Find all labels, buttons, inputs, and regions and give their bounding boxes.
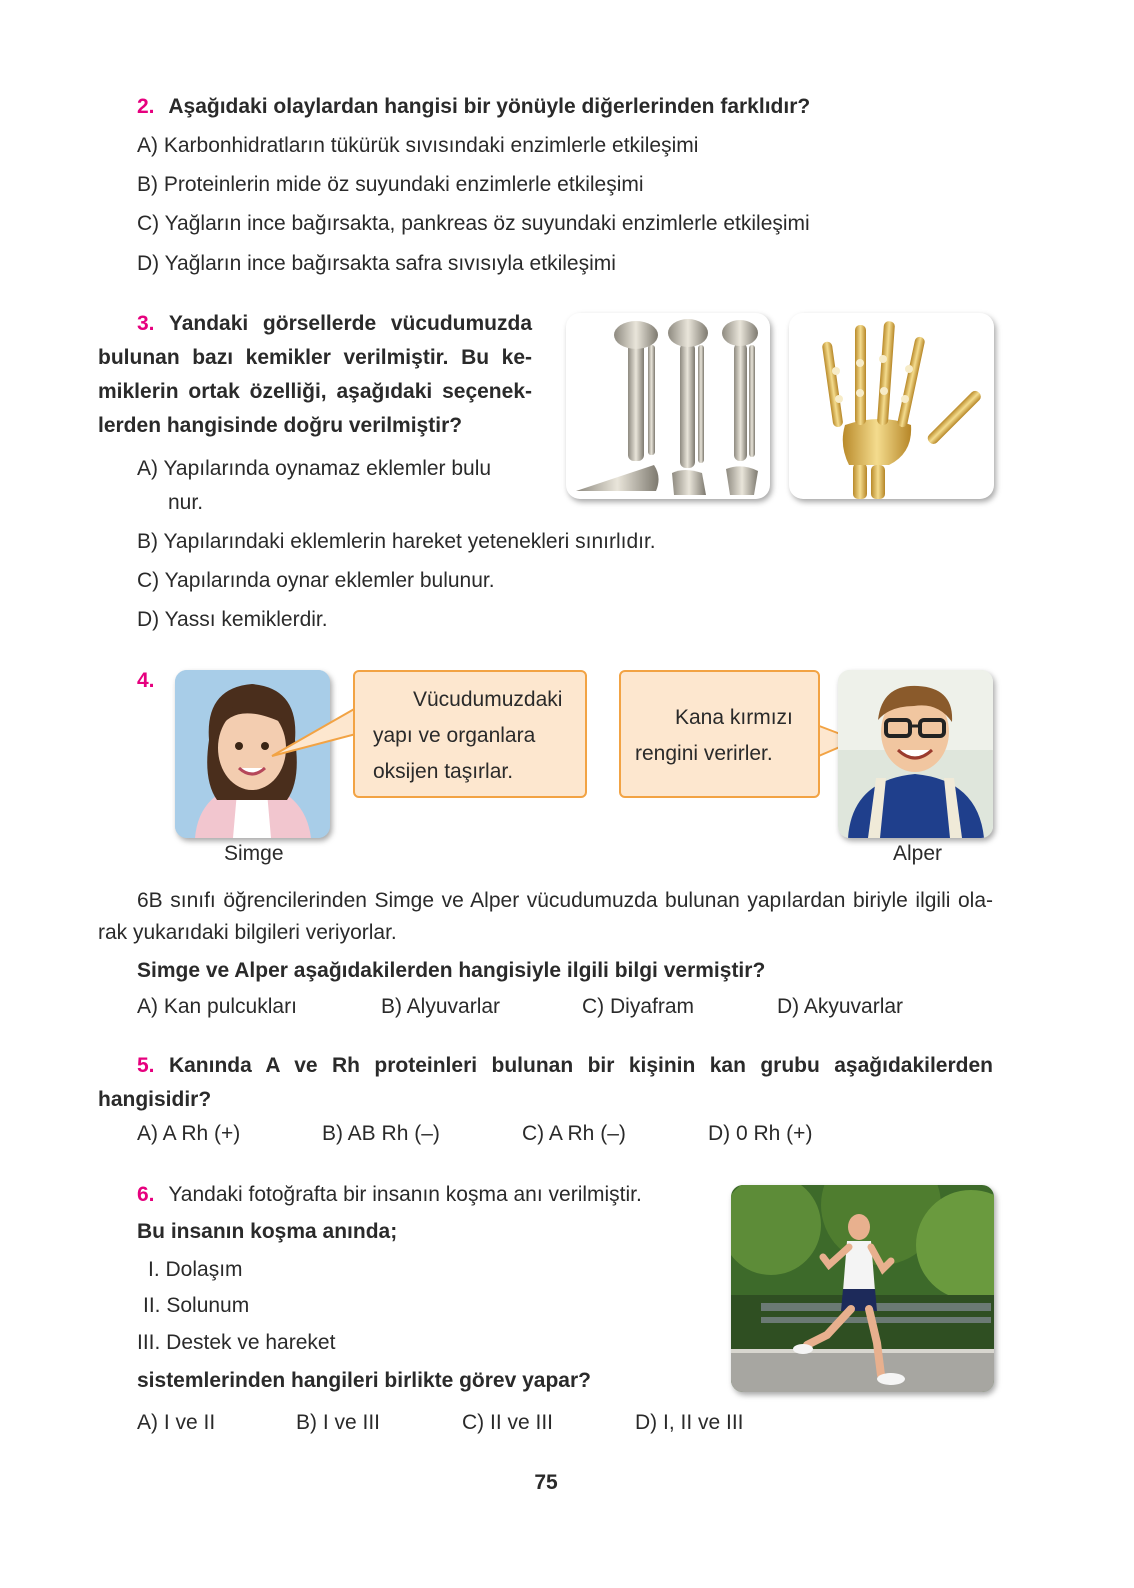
q3-option-a-continued[interactable]: nur. [168, 491, 204, 514]
q5-option-b[interactable]: B) AB Rh (–) [322, 1122, 440, 1145]
q3-stem [98, 307, 532, 443]
simge-bubble-line-1: Vücudumuzdaki [413, 688, 563, 711]
q3-stem-line-1: 3. Yandaki görsellerde vücudumuzda [137, 312, 532, 335]
q6-option-d[interactable]: D) I, II ve III [635, 1411, 744, 1434]
simge-bubble-tail [270, 700, 360, 770]
simge-bubble-line-3: oksijen taşırlar. [373, 760, 514, 783]
q3-stem-line-4: lerden hangisinde doğru verilmiştir? [98, 414, 463, 437]
q4-option-c[interactable]: C) Diyafram [582, 995, 695, 1018]
alper-speech-bubble [619, 670, 820, 798]
q6-item-2: II. Solunum [143, 1294, 250, 1317]
q2-option-a[interactable]: A) Karbonhidratların tükürük sıvısındaki enzimlerle etkileşimi [137, 134, 699, 157]
hand-bones-image [789, 313, 994, 499]
q3-stem-line-2: bulunan bazı kemikler verilmiştir. Bu ke- [98, 346, 532, 369]
leg-bones-image [566, 313, 770, 499]
alper-photo [838, 670, 993, 838]
q4-paragraph-line-1: 6B sınıfı öğrencilerinden Simge ve Alper vücudumuzda bulunan yapılardan biriyle ilgili ola- [137, 889, 993, 912]
q3-option-d[interactable]: D) Yassı kemiklerdir. [137, 608, 328, 631]
q3-stem-line-3: miklerin ortak özelliği, aşağıdaki seçenek- [98, 380, 532, 403]
alper-bubble-line-2: rengini verirler. [635, 742, 773, 765]
simge-speech-bubble [353, 670, 587, 798]
q5-option-a[interactable]: A) A Rh (+) [137, 1122, 241, 1145]
runner-photo [731, 1185, 994, 1392]
q5-question-line-2: hangisidir? [98, 1088, 212, 1111]
q3-option-c[interactable]: C) Yapılarında oynar eklemler bulunur. [137, 569, 495, 592]
q6-option-b[interactable]: B) I ve III [296, 1411, 381, 1434]
q6-item-1: I. Dolaşım [148, 1258, 243, 1281]
q3-number: 3. [137, 312, 155, 335]
alper-bubble-line-1: Kana kırmızı [675, 706, 793, 729]
q3-option-a[interactable]: A) Yapılarında oynamaz eklemler bulu [137, 457, 492, 480]
q6-option-c[interactable]: C) II ve III [462, 1411, 554, 1434]
q6-number: 6. [137, 1183, 155, 1206]
q2-question-text: Aşağıdaki olaylardan hangisi bir yönüyle diğerlerinden farklıdır? [168, 95, 811, 118]
q5-option-c[interactable]: C) A Rh (–) [522, 1122, 626, 1145]
q6-option-a[interactable]: A) I ve II [137, 1411, 216, 1434]
q5-number: 5. [137, 1054, 155, 1077]
q4-paragraph-line-2: rak yukarıdaki bilgileri veriyorlar. [98, 921, 397, 944]
q4-option-d[interactable]: D) Akyuvarlar [777, 995, 904, 1018]
q4-number: 4. [137, 669, 155, 692]
q6-intro: 6. Yandaki fotoğrafta bir insanın koşma anı verilmiştir. [137, 1183, 642, 1206]
simge-name: Simge [224, 842, 284, 865]
q2-option-c[interactable]: C) Yağların ince bağırsakta, pankreas öz suyundaki enzimlerle etkileşimi [137, 212, 810, 235]
q4-question: Simge ve Alper aşağıdakilerden hangisiyle ilgili bilgi vermiştir? [137, 959, 766, 982]
q5-question-line-1: 5. Kanında A ve Rh proteinleri bulunan bir kişinin kan grubu aşağıdakilerden [137, 1054, 993, 1077]
q2-number: 2. [137, 95, 155, 118]
q4-option-b[interactable]: B) Alyuvarlar [381, 995, 501, 1018]
q3-option-b[interactable]: B) Yapılarındaki eklemlerin hareket yetenekleri sınırlıdır. [137, 530, 656, 553]
q5-option-d[interactable]: D) 0 Rh (+) [708, 1122, 813, 1145]
q6-question: sistemlerinden hangileri birlikte görev yapar? [137, 1369, 591, 1392]
page-number: 75 [534, 1471, 558, 1494]
q2-option-d[interactable]: D) Yağların ince bağırsakta safra sıvısıyla etkileşimi [137, 252, 616, 275]
alper-name: Alper [893, 842, 943, 865]
q6-lead: Bu insanın koşma anında; [137, 1220, 398, 1243]
q6-item-3: III. Destek ve hareket [137, 1331, 336, 1354]
simge-bubble-line-2: yapı ve organlara [373, 724, 536, 747]
q2-option-b[interactable]: B) Proteinlerin mide öz suyundaki enzimlerle etkileşimi [137, 173, 644, 196]
q2-question [137, 94, 810, 120]
q4-option-a[interactable]: A) Kan pulcukları [137, 995, 297, 1018]
